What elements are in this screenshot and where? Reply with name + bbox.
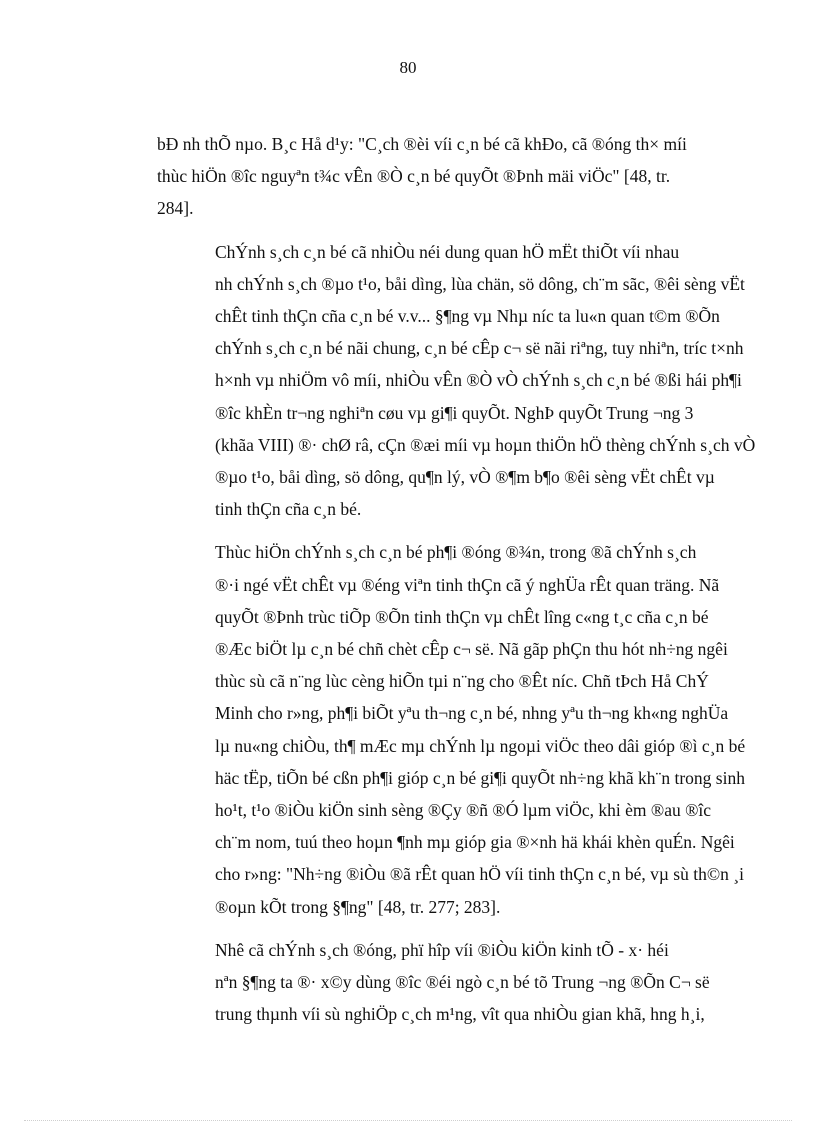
paragraph-3 [157, 536, 769, 922]
text-line: cho r»ng: "Nh÷ng ®iÒu ®ã rÊt quan hÖ víi tinh thÇn c¸n bé, vµ sù th©n ¸i [215, 864, 744, 885]
text-line: ho¹t, t¹o ®iÒu kiÖn sinh sèng ®Çy ®ñ ®Ó lµm viÖc, khi èm ®au ®îc [215, 800, 712, 821]
text-line: ChÝnh s¸ch c¸n bé cã nhiÒu néi dung quan hÖ mËt thiÕt víi nhau [215, 241, 680, 262]
paragraph-4 [157, 934, 769, 1031]
text-line: ®Æc biÖt lµ c¸n bé chñ chèt cÊp c¬ së. Nã gãp phÇn thu hót nh÷ng ngêi [215, 639, 728, 660]
text-line: ch¨m nom, tuú theo hoµn ¶nh mµ gióp gia ®×nh hä khái khèn quÉn. Ngêi [215, 832, 735, 853]
text-line: nh chÝnh s¸ch ®µo t¹o, båi dìng, lùa chän, sö dông, ch¨m sãc, ®êi sèng vËt [215, 273, 745, 294]
text-line: ®îc khÈn tr¬ng nghiªn cøu vµ gi¶i quyÕt. NghÞ quyÕt Trung ¬ng 3 [215, 402, 694, 423]
text-line: nªn §¶ng ta ®· x©y dùng ®îc ®éi ngò c¸n bé tõ Trung ¬ng ®Õn C¬ së [215, 972, 710, 993]
text-line: thùc hiÖn ®îc nguyªn t¾c vÊn ®Ò c¸n bé quyÕt ®Þnh mäi viÖc" [48, tr. [157, 166, 671, 187]
text-line: bÐ nh thÕ nµo. B¸c Hå d¹y: "C¸ch ®èi víi c¸n bé cã khÐo, cã ®óng th× míi [157, 134, 687, 154]
text-line: (khãa VIII) ®· chØ râ, cÇn ®æi míi vµ hoµn thiÖn hÖ thèng chÝnh s¸ch vÒ [215, 434, 756, 455]
text-line: chÊt tinh thÇn cña c¸n bé v.v... §¶ng vµ Nhµ níc ta lu«n quan t©m ®Õn [215, 306, 720, 327]
text-line: trung thµnh víi sù nghiÖp c¸ch m¹ng, vît qua nhiÒu gian khã, hng h¸i, [215, 1004, 705, 1025]
text-line: 284]. [157, 198, 194, 219]
text-line: lµ nu«ng chiÒu, th¶ mÆc mµ chÝnh lµ ngoµi viÖc theo dâi gióp ®ì c¸n bé [215, 735, 746, 756]
text-line: quyÕt ®Þnh trùc tiÕp ®Õn tinh thÇn vµ chÊt lîng c«ng t¸c cña c¸n bé [215, 606, 709, 627]
text-line: tinh thÇn cña c¸n bé. [215, 499, 362, 520]
text-line: h×nh vµ nhiÖm vô míi, nhiÒu vÊn ®Ò vÒ chÝnh s¸ch c¸n bé ®ßi hái ph¶i [215, 370, 742, 391]
text-line: chÝnh s¸ch c¸n bé nãi chung, c¸n bé cÊp c¬ së nãi riªng, tuy nhiªn, tríc t×nh [215, 338, 744, 359]
document-body [157, 128, 769, 1041]
paragraph-2 [157, 236, 769, 526]
text-line: Thùc hiÖn chÝnh s¸ch c¸n bé ph¶i ®óng ®¾n, trong ®ã chÝnh s¸ch [215, 542, 697, 563]
text-line: Minh cho r»ng, ph¶i biÕt yªu th¬ng c¸n bé, nhng yªu th¬ng kh«ng nghÜa [215, 703, 729, 724]
text-line: ®µo t¹o, båi dìng, sö dông, qu¶n lý, vÒ ®¶m b¶o ®êi sèng vËt chÊt vµ [215, 467, 715, 488]
page-bottom-divider [24, 1120, 792, 1121]
page-number: 80 [399, 58, 417, 77]
text-line: Nhê cã chÝnh s¸ch ®óng, phï hîp víi ®iÒu kiÖn kinh tÕ - x· héi [215, 939, 669, 960]
paragraph-1 [157, 128, 769, 225]
text-line: ®·i ngé vËt chÊt vµ ®éng viªn tinh thÇn cã ý nghÜa rÊt quan träng. Nã [215, 574, 720, 595]
text-line: thùc sù cã n¨ng lùc cèng hiÕn tµi n¨ng cho ®Êt níc. Chñ tÞch Hå ChÝ [215, 671, 709, 692]
text-line: häc tËp, tiÕn bé cßn ph¶i gióp c¸n bé gi¶i quyÕt nh÷ng khã kh¨n trong sinh [215, 767, 745, 788]
text-line: ®oµn kÕt trong §¶ng" [48, tr. 277; 283]. [215, 896, 501, 917]
